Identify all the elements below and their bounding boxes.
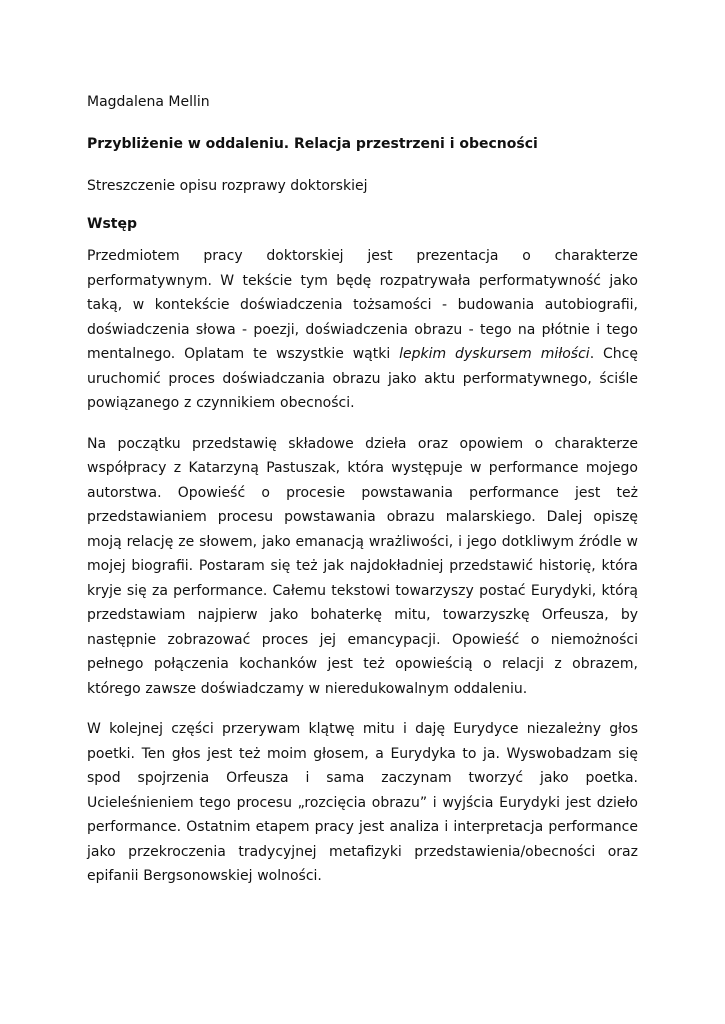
document-page xyxy=(87,92,638,905)
document-title: Przybliżenie w oddaleniu. Relacja przestrzeni i obecności xyxy=(87,136,538,152)
author-name: Magdalena Mellin xyxy=(87,94,210,110)
section-heading: Wstęp xyxy=(87,216,137,232)
paragraph-1-text-b: . Chcę uruchomić proces doświadczania obrazu jako aktu performatywnego, ściśle powiązanego z czynnikiem obecności. xyxy=(87,346,638,411)
paragraph-1-text-a: Przedmiotem pracy doktorskiej jest prezentacja o charakterze performatywnym. W tekście tym będę rozpatrywała performatywność jako taką, w kontekście doświadczenia tożsamości - budowania autobiografii, doświadczenia słowa - poezji, doświadczenia obrazu - tego na płótnie i tego mentalnego. Oplatam te wszystkie wątki xyxy=(87,248,638,362)
paragraph-1-italic-phrase: lepkim dyskursem miłości xyxy=(399,346,590,362)
paragraph-1 xyxy=(87,244,638,416)
document-subtitle: Streszczenie opisu rozprawy doktorskiej xyxy=(87,178,368,194)
paragraph-2: Na początku przedstawię składowe dzieła oraz opowiem o charakterze współpracy z Katarzyną Pastuszak, która występuje w performance mojego autorstwa. Opowieść o procesie powstawania performance jest też przedstawianiem procesu powstawania obrazu malarskiego. Dalej opiszę moją relację ze słowem, jako emanacją wrażliwości, i jego dotkliwym źródle w mojej biografii. Postaram się też jak najdokładniej przedstawić historię, która kryje się za performance. Całemu tekstowi towarzyszy postać Eurydyki, którą przedstawiam najpierw jako bohaterkę mitu, towarzyszkę Orfeusza, by następnie zobrazować proces jej emancypacji. Opowieść o niemożności pełnego połączenia kochanków jest też opowieścią o relacji z obrazem, którego zawsze doświadczamy w nieredukowalnym oddaleniu. xyxy=(87,435,638,697)
paragraph-3: W kolejnej części przerywam klątwę mitu i daję Eurydyce niezależny głos poetki. Ten głos jest też moim głosem, a Eurydyka to ja. Wyswobadzam się spod spojrzenia Orfeusza i sama zaczynam tworzyć jako poetka. Ucieleśnieniem tego procesu „rozcięcia obrazu” i wyjścia Eurydyki jest dzieło performance. Ostatnim etapem pracy jest analiza i interpretacja performance jako przekroczenia tradycyjnej metafizyki przedstawienia/obecności oraz epifanii Bergsonowskiej wolności. xyxy=(87,721,638,884)
